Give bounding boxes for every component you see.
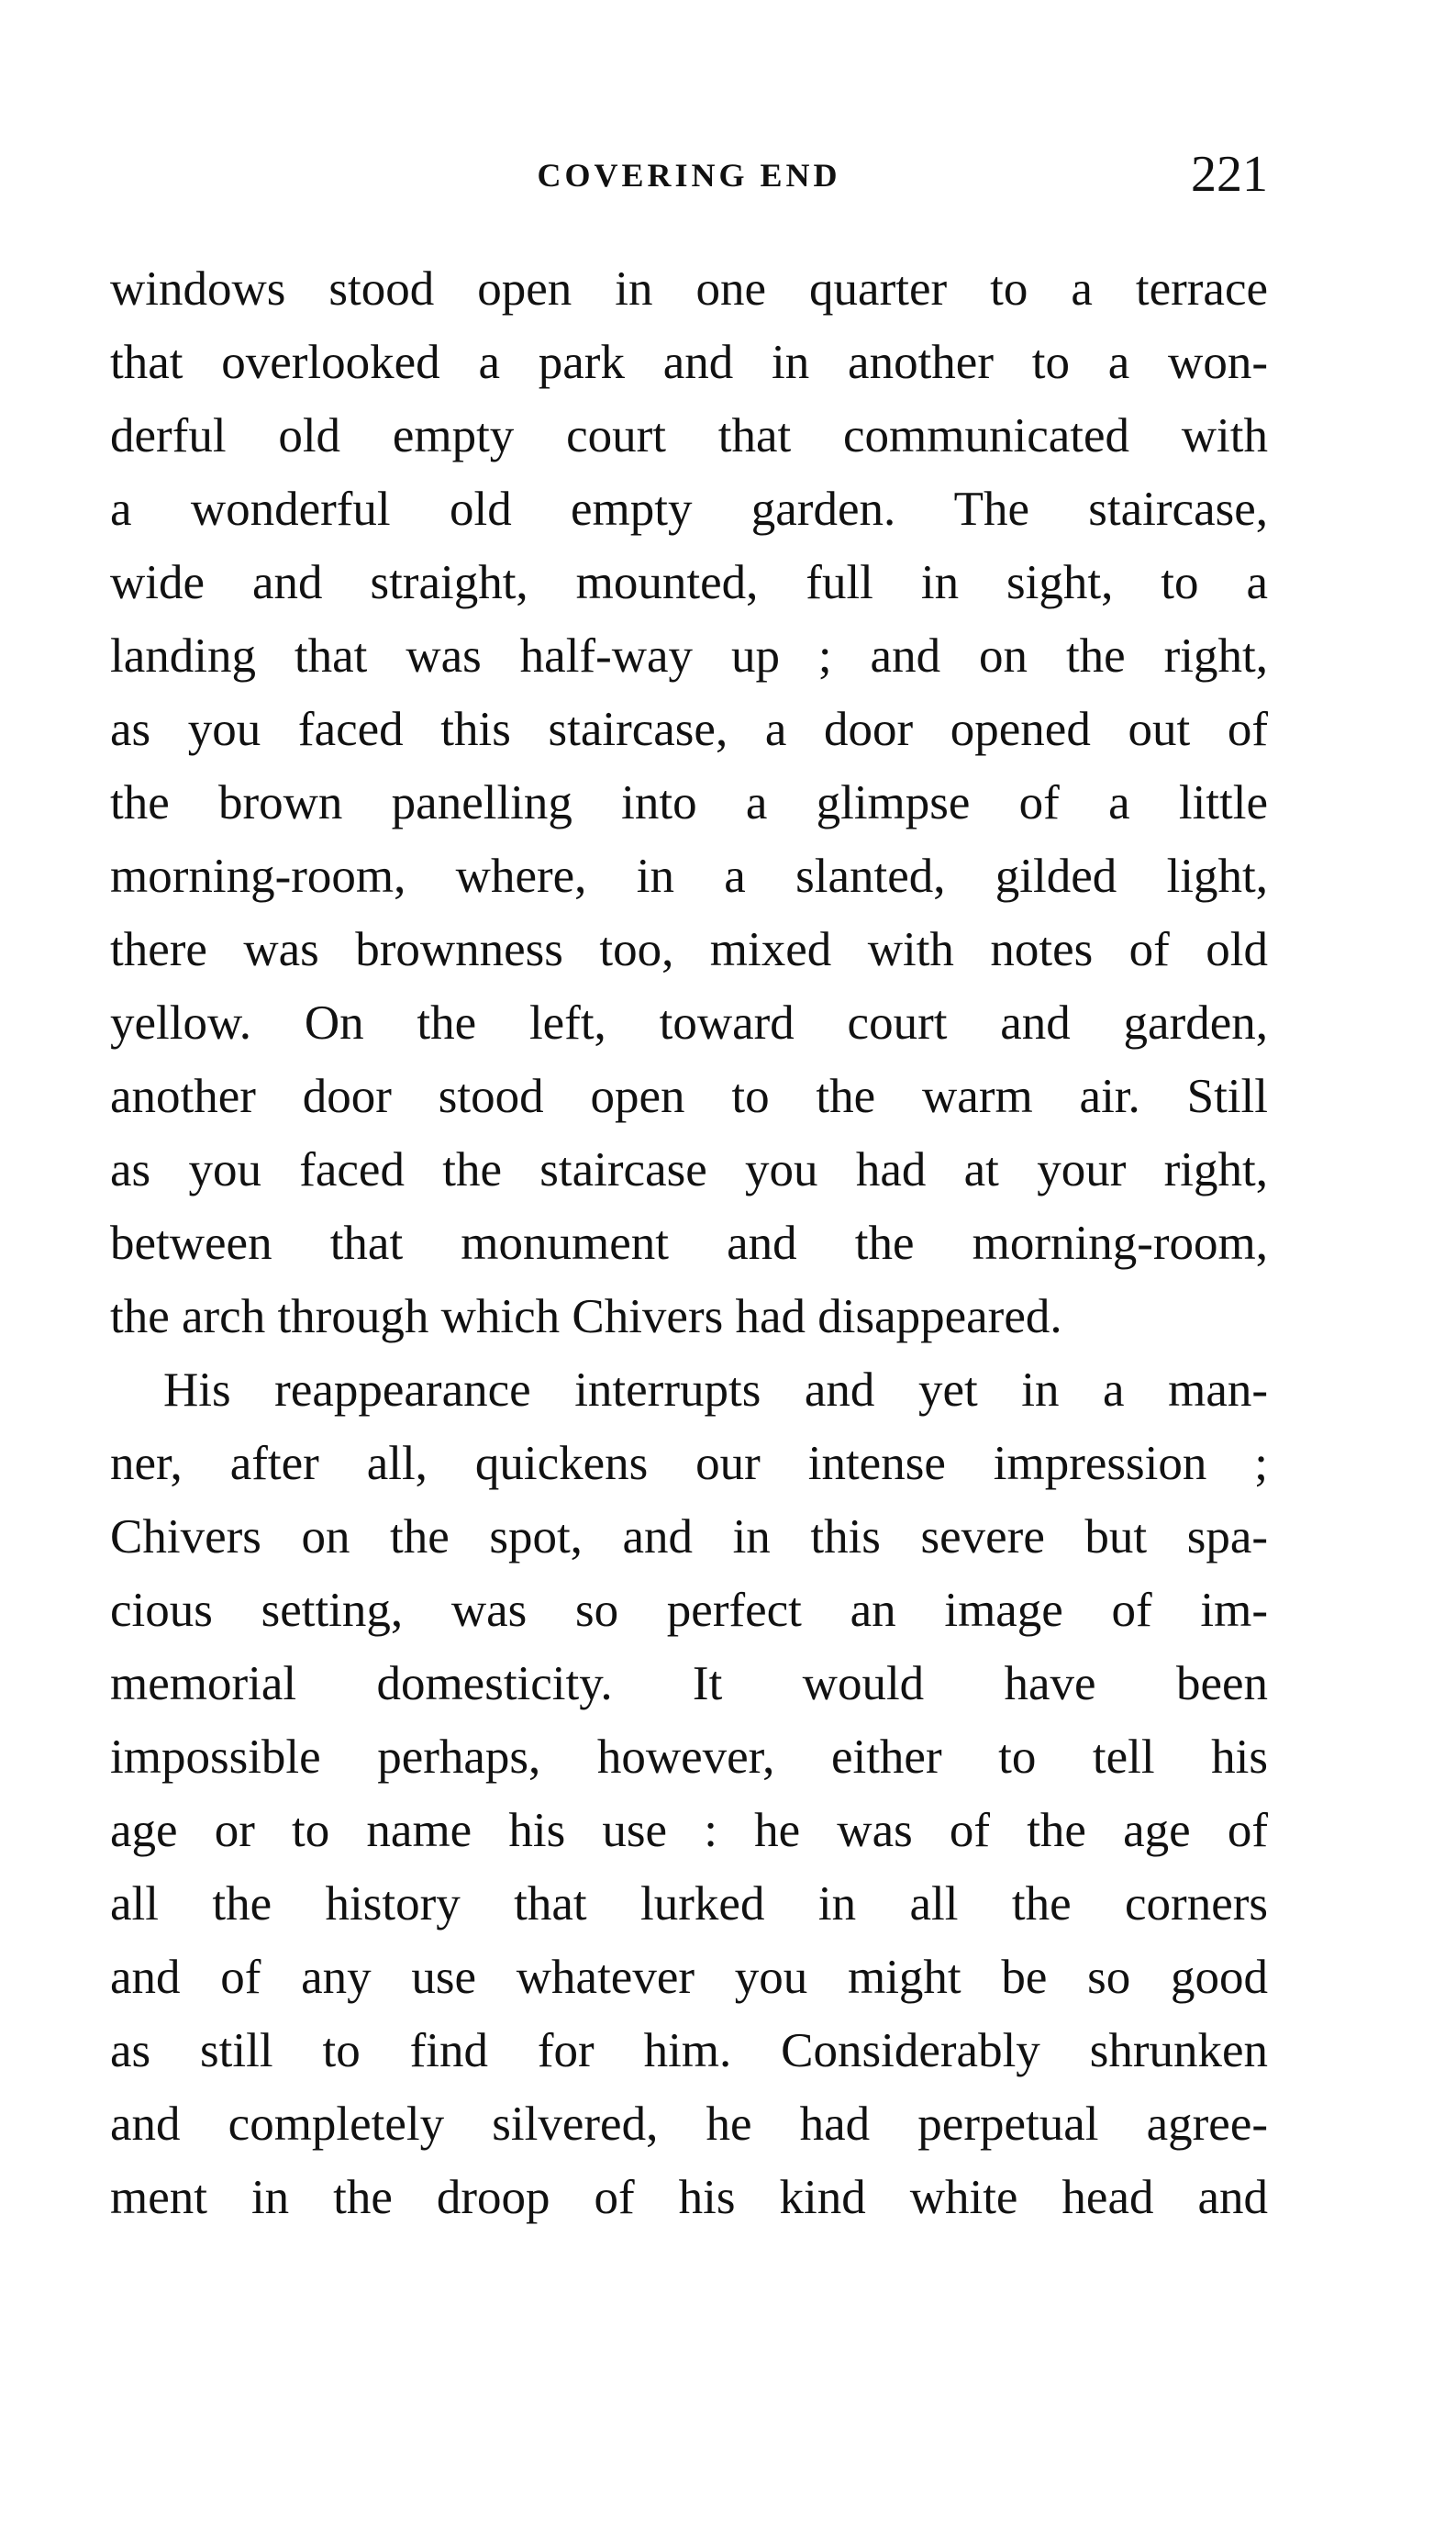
text-line: memorial domesticity. It would have been	[110, 1657, 1268, 1710]
text-line: as you faced the staircase you had at your right,	[110, 1143, 1268, 1196]
body-text	[110, 252, 1268, 2234]
text-line: windows stood open in one quarter to a terrace	[110, 262, 1268, 316]
text-line: age or to name his use : he was of the age of	[110, 1804, 1268, 1857]
running-title: COVERING END	[537, 157, 841, 194]
text-line: and of any use whatever you might be so good	[110, 1951, 1268, 2004]
text-line: another door stood open to the warm air. Still	[110, 1070, 1268, 1123]
text-line: as still to find for him. Considerably shrunken	[110, 2024, 1268, 2077]
page-number: 221	[1191, 146, 1268, 203]
running-head	[110, 138, 1268, 211]
text-line: ment in the droop of his kind white head and	[110, 2171, 1268, 2224]
text-line: as you faced this staircase, a door opened out of	[110, 703, 1268, 756]
paragraph-end-line: the arch through which Chivers had disappeared.	[110, 1290, 1062, 1343]
text-line: morning-room, where, in a slanted, gilded light,	[110, 850, 1268, 903]
text-line: the brown panelling into a glimpse of a little	[110, 776, 1268, 829]
paragraph-start-line: His reappearance interrupts and yet in a man-	[163, 1363, 1268, 1417]
text-line: landing that was half-way up ; and on the right,	[110, 629, 1268, 683]
text-line: a wonderful old empty garden. The staircase,	[110, 483, 1268, 536]
text-line: that overlooked a park and in another to a won-	[110, 336, 1268, 389]
text-line: and completely silvered, he had perpetual agree-	[110, 2098, 1268, 2151]
text-line: derful old empty court that communicated with	[110, 409, 1268, 462]
text-line: wide and straight, mounted, full in sight, to a	[110, 556, 1268, 609]
text-line: yellow. On the left, toward court and garden,	[110, 996, 1268, 1050]
text-line: there was brownness too, mixed with notes of old	[110, 923, 1268, 976]
text-line: all the history that lurked in all the corners	[110, 1877, 1268, 1931]
text-line: impossible perhaps, however, either to tell his	[110, 1730, 1268, 1784]
text-line: Chivers on the spot, and in this severe but spa-	[110, 1510, 1268, 1563]
text-line: between that monument and the morning-room,	[110, 1217, 1268, 1270]
text-line: ner, after all, quickens our intense impression ;	[110, 1437, 1268, 1490]
text-line: cious setting, was so perfect an image of im-	[110, 1584, 1268, 1637]
